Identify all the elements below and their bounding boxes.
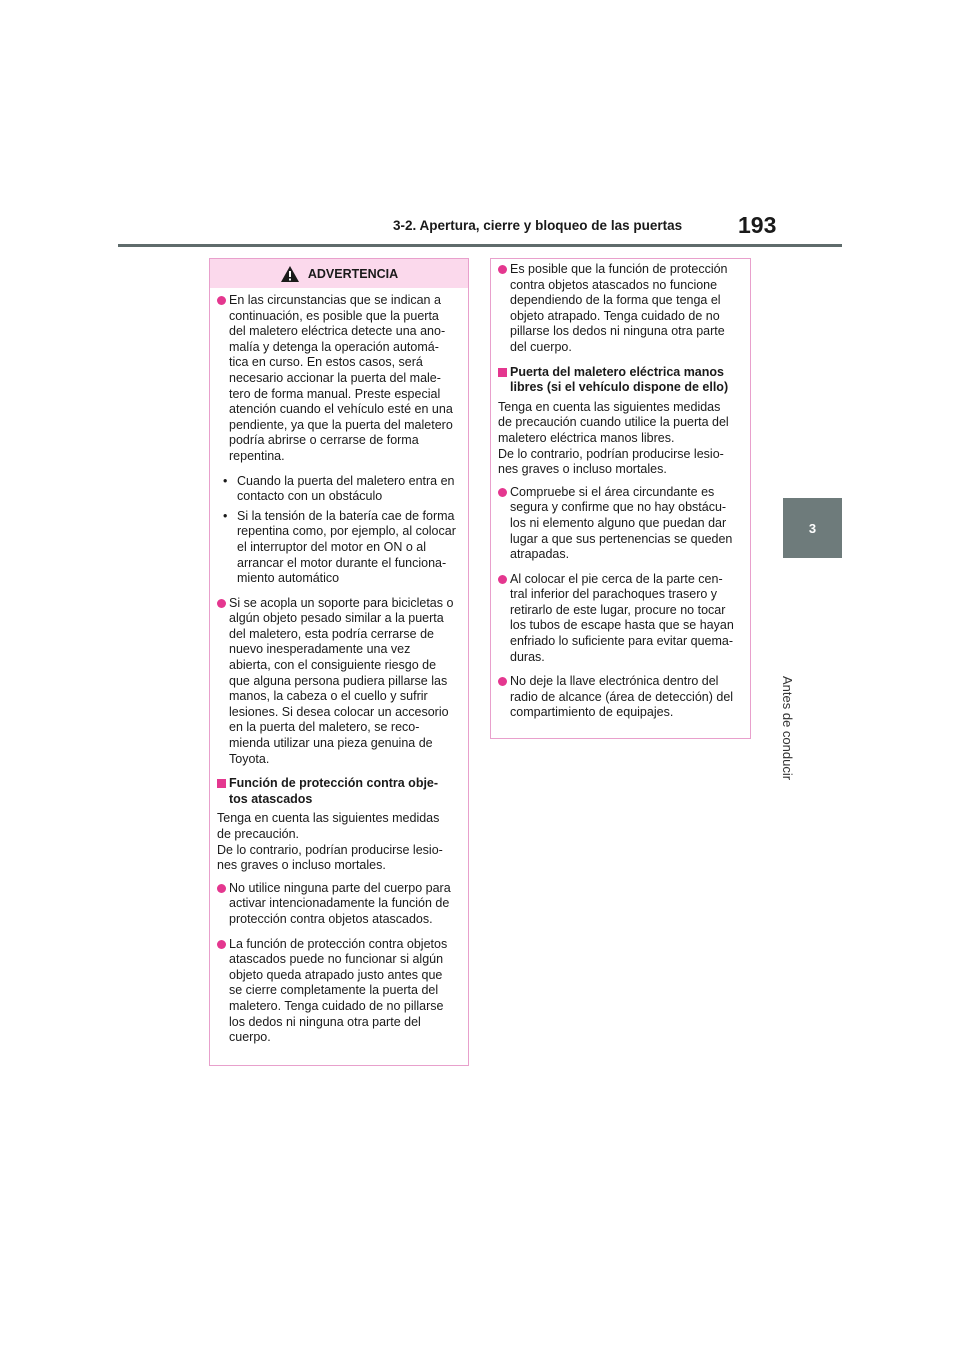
text-line: nes graves o incluso mortales.	[217, 858, 386, 873]
paragraph	[217, 811, 461, 873]
warning-content-continued	[491, 259, 750, 721]
text-line: segura y confirme que no hay obstácu-	[510, 500, 727, 515]
text-line: nes graves o incluso mortales.	[498, 462, 667, 477]
warning-content	[210, 288, 468, 1046]
text-line: en la puerta del maletero, se reco-	[229, 720, 420, 735]
text-line: de precaución.	[217, 827, 300, 841]
header-rule	[118, 244, 842, 247]
list-item	[217, 881, 461, 928]
text-line: necesario accionar la puerta del male-	[229, 370, 441, 385]
text-line: abierta, con el consiguiente riesgo de	[229, 658, 437, 673]
text-line: algún objeto pesado similar a la puerta	[229, 611, 444, 626]
text-line: Es posible que la función de protección	[510, 262, 728, 276]
text-line: se cierre completamente la puerta del	[229, 983, 439, 998]
text-line: atención cuando el vehículo esté en una	[229, 402, 453, 417]
text-line: • Si la tensión de la batería cae de forma	[237, 508, 455, 523]
section-title	[498, 365, 743, 396]
warning-header	[210, 259, 468, 288]
warning-label: ADVERTENCIA	[307, 266, 399, 281]
section-title	[217, 776, 461, 807]
text-line: lesiones. Si desea colocar un accesorio	[229, 704, 449, 719]
text-line: los dedos ni ninguna otra parte del	[229, 1014, 421, 1029]
warning-triangle-icon	[280, 265, 300, 283]
text-line: de precaución cuando utilice la puerta del	[498, 415, 729, 430]
text-line: pillarse los dedos ni ninguna otra parte	[510, 324, 725, 339]
text-line: objeto atrapado. Tenga cuidado de no	[510, 308, 720, 323]
text-line: pendiente, ya que la puerta del maletero	[229, 417, 453, 432]
list-item	[498, 572, 743, 666]
text-line: del cuerpo.	[510, 339, 572, 354]
text-line: De lo contrario, podrían producirse lesio-	[498, 446, 724, 461]
text-line: malía y detenga la operación automá-	[229, 339, 439, 354]
text-line: repentina.	[229, 448, 285, 463]
text-line: activar intencionadamente la función de	[229, 896, 450, 911]
text-line: Si se acopla un soporte para bicicletas o	[229, 595, 454, 610]
text-line: Tenga en cuenta las siguientes medidas	[498, 399, 721, 414]
text-line: compartimiento de equipajes.	[510, 705, 674, 720]
text-line: cuerpo.	[229, 1030, 271, 1045]
list-item	[498, 485, 743, 563]
text-line: protección contra objetos atascados.	[229, 911, 433, 926]
text-line: del maletero eléctrica detecte una ano-	[229, 324, 446, 339]
text-line: Puerta del maletero eléctrica manos	[510, 364, 724, 379]
text-line: Función de protección contra obje-	[229, 776, 439, 791]
text-line: continuación, es posible que la puerta	[229, 308, 439, 323]
text-line: maletero. Tenga cuidado de no pillarse	[229, 998, 444, 1013]
text-line: nuevo inesperadamente una vez	[229, 642, 411, 657]
text-line: tica en curso. En estos casos, será	[229, 355, 423, 370]
text-line: Al colocar el pie cerca de la parte cen-	[510, 571, 723, 586]
text-line: objeto queda atrapado justo antes que	[229, 967, 443, 982]
list-item	[498, 674, 743, 721]
text-line: que alguna persona pudiera pillarse las	[229, 673, 448, 688]
text-line: el interruptor del motor en ON o al	[237, 539, 426, 554]
list-item	[498, 262, 743, 356]
text-line: No utilice ninguna parte del cuerpo para	[229, 880, 451, 895]
text-line: podría abrirse o cerrarse de forma	[229, 433, 419, 448]
text-line: los tubos de escape hasta que se hayan	[510, 618, 734, 633]
paragraph	[498, 400, 743, 478]
text-line: atrapadas.	[510, 547, 570, 562]
text-line: tero de forma manual. Preste especial	[229, 386, 441, 401]
warning-panel	[209, 258, 469, 1066]
text-line: En las circunstancias que se indican a	[229, 293, 441, 307]
page-number: 193	[738, 212, 777, 238]
text-line: tral inferior del parachoques trasero y	[510, 587, 718, 602]
chapter-label-text: Antes de conducir	[780, 676, 795, 781]
text-line: retirarlo de este lugar, procure no tocar	[510, 602, 726, 617]
text-line: repentina como, por ejemplo, al colocar	[237, 524, 456, 539]
sub-list-item	[225, 474, 461, 505]
text-line: mienda utilizar una pieza genuina de	[229, 736, 433, 751]
text-line: los ni elemento alguno que puedan dar	[510, 515, 727, 530]
warning-panel-continued	[490, 258, 751, 739]
text-line: No deje la llave electrónica dentro del	[510, 674, 719, 689]
text-line: La función de protección contra objetos	[229, 936, 448, 951]
text-line: tos atascados	[229, 791, 313, 806]
text-line: Compruebe si el área circundante es	[510, 484, 715, 499]
text-line: contra objetos atascados no funcione	[510, 277, 718, 292]
chapter-side-label	[764, 560, 824, 781]
text-line: atascados puede no funcionar si algún	[229, 952, 444, 967]
text-line: libres (si el vehículo dispone de ello)	[510, 380, 729, 395]
text-line: manos, la cabeza o el cuello y sufrir	[229, 689, 428, 704]
list-item	[217, 937, 461, 1046]
text-line: lugar a que sus pertenencias se queden	[510, 531, 733, 546]
text-line: radio de alcance (área de detección) del	[510, 689, 734, 704]
text-line: arrancar el motor durante el funciona-	[237, 555, 447, 570]
text-line: • Cuando la puerta del maletero entra en	[237, 473, 455, 488]
text-line: duras.	[510, 649, 545, 664]
chapter-tab: 3	[783, 498, 842, 558]
text-line: De lo contrario, podrían producirse lesio-	[217, 842, 443, 857]
text-line: dependiendo de la forma que tenga el	[510, 293, 721, 308]
list-item	[217, 293, 461, 465]
text-line: del maletero, esta podría cerrarse de	[229, 626, 434, 641]
text-line: enfriado lo suficiente para evitar quema-	[510, 634, 734, 649]
list-item	[217, 596, 461, 768]
text-line: Tenga en cuenta las siguientes medidas	[217, 811, 440, 826]
text-line: miento automático	[237, 571, 340, 586]
text-line: maletero eléctrica manos libres.	[498, 430, 675, 445]
text-line: contacto con un obstáculo	[237, 489, 383, 504]
text-line: Toyota.	[229, 751, 270, 766]
header-title: 3-2. Apertura, cierre y bloqueo de las puertas	[393, 218, 683, 233]
sub-list-item	[225, 509, 461, 587]
